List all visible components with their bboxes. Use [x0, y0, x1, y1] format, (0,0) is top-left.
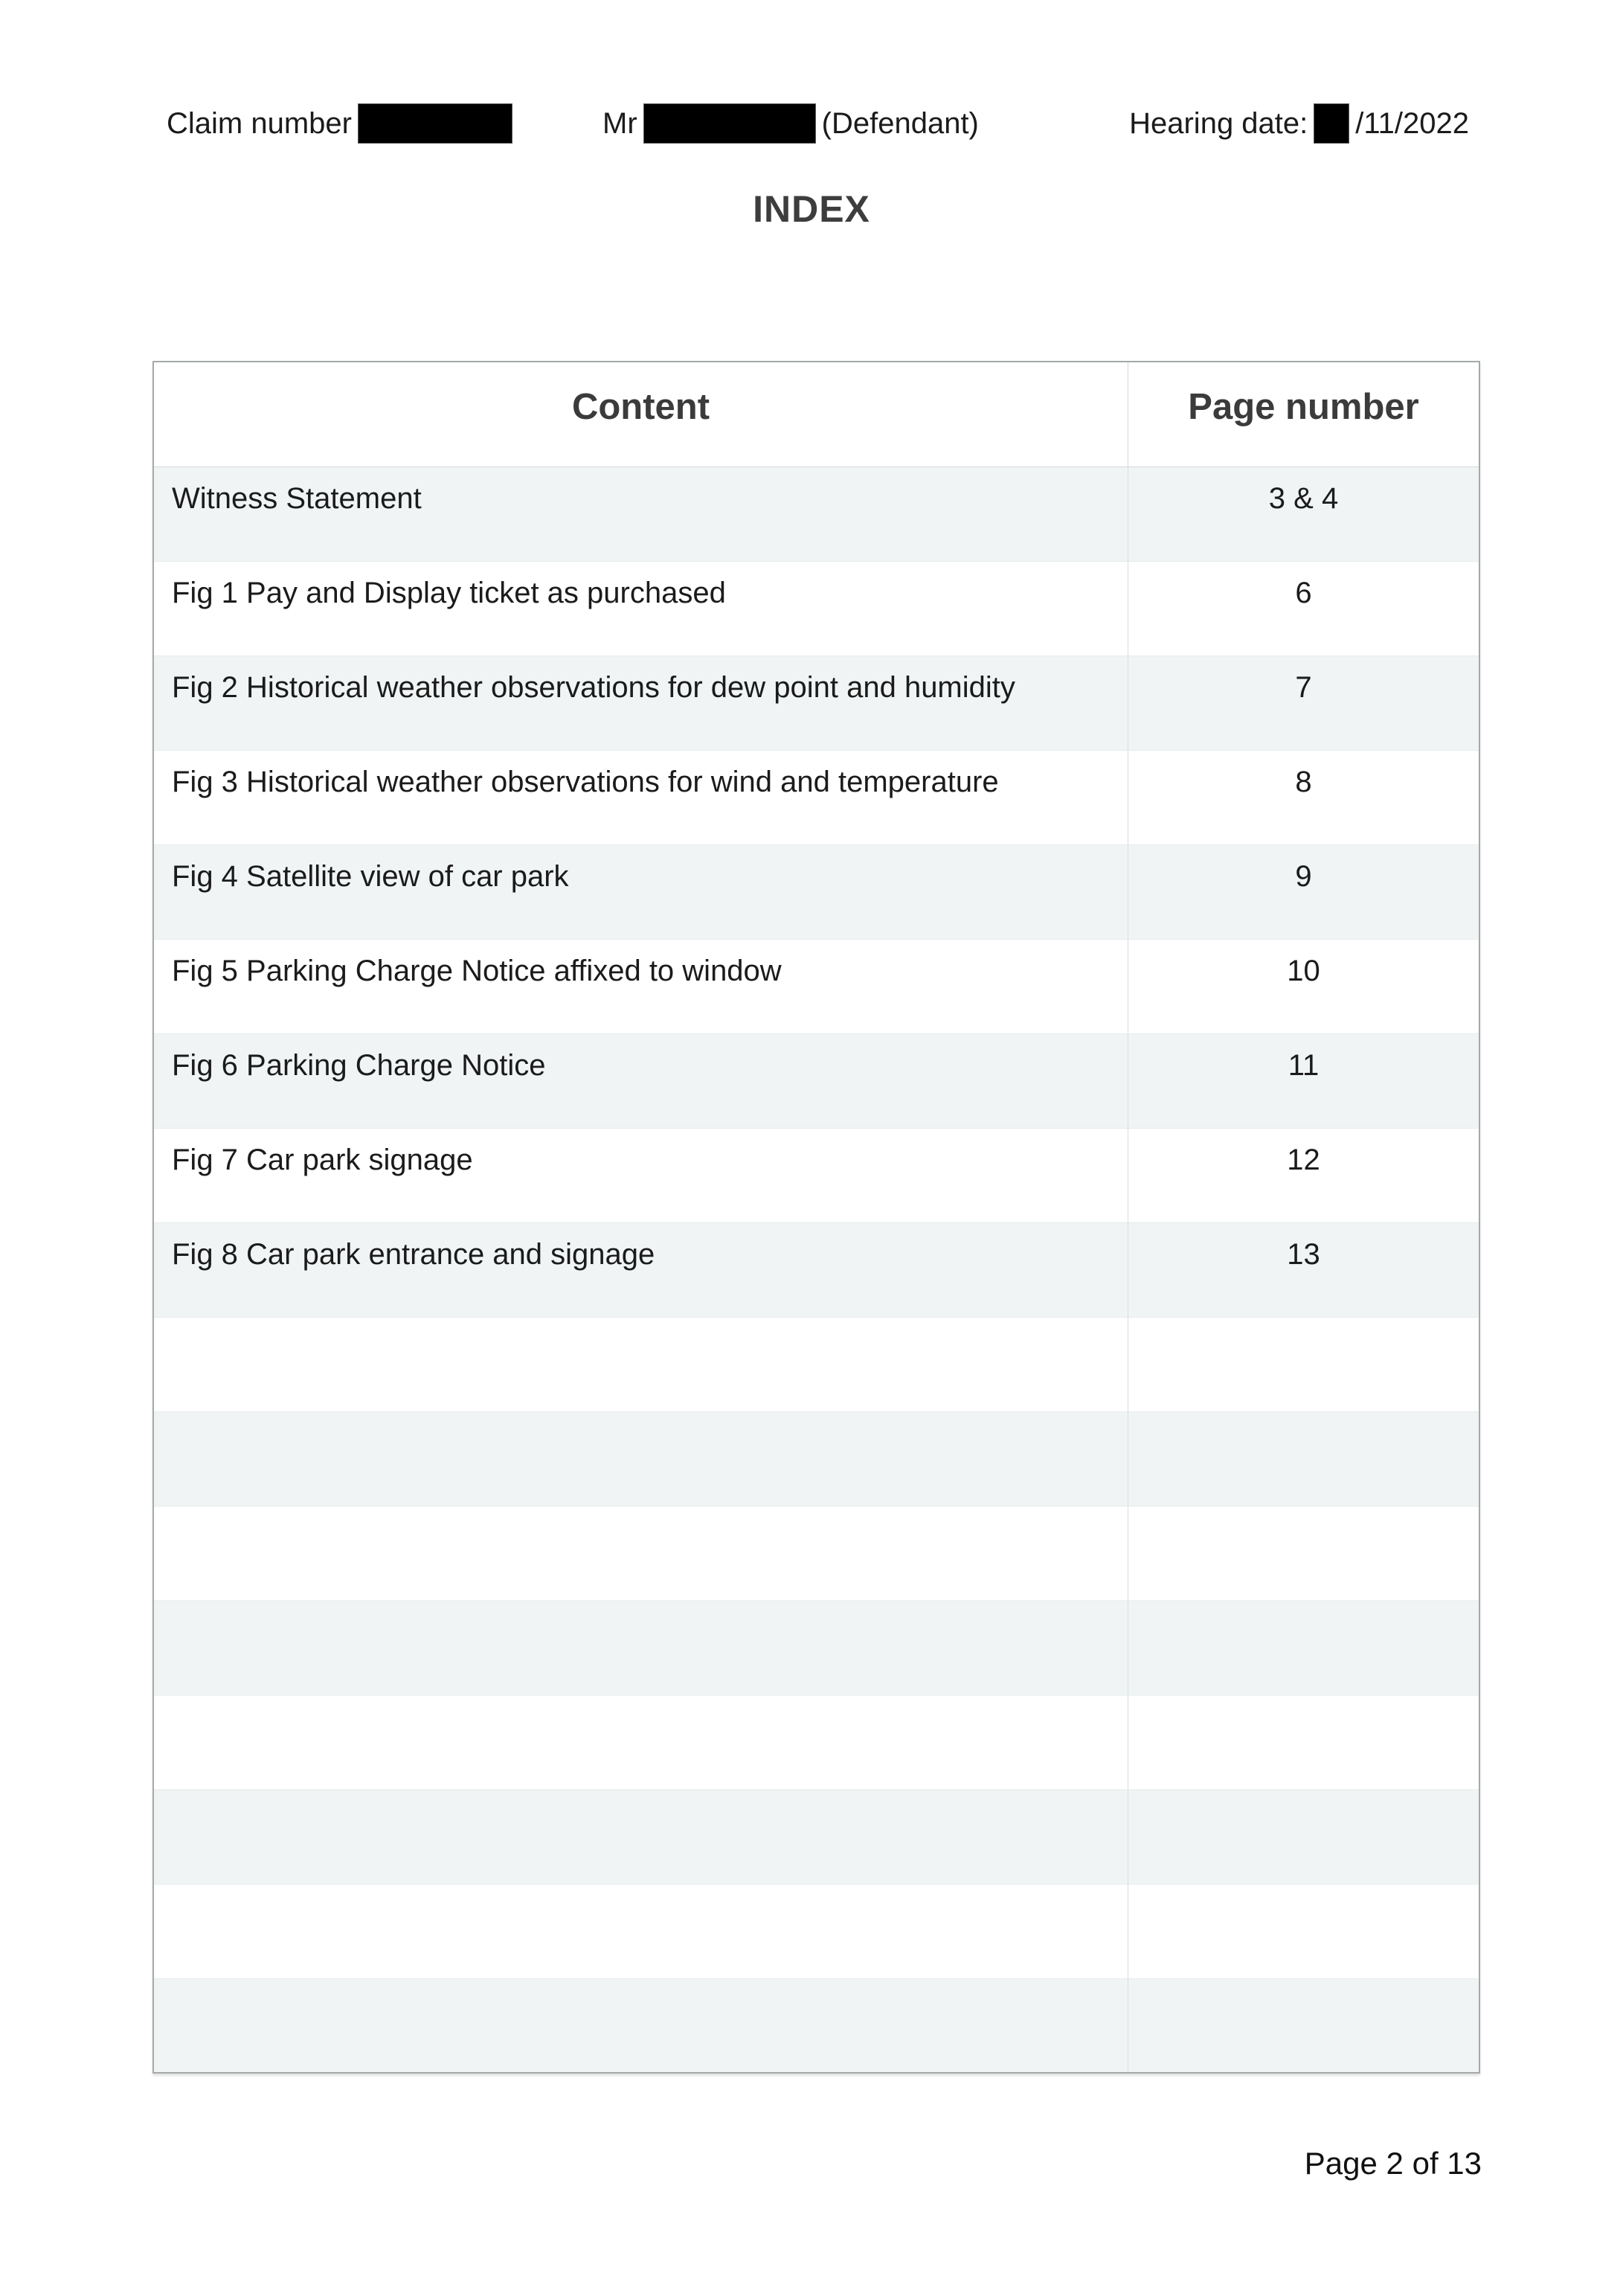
redaction-box-claim-number [358, 103, 512, 144]
redaction-box-defendant-name [643, 103, 816, 144]
column-header-page-number: Page number [1128, 362, 1480, 466]
table-row-empty [153, 1978, 1479, 2073]
defendant-role-label: (Defendant) [821, 106, 979, 140]
page-title: INDEX [753, 188, 870, 230]
page-footer [1305, 2146, 1482, 2181]
page-number-cell [1128, 1884, 1480, 1978]
page-number-cell [1128, 1695, 1480, 1789]
table-row [153, 750, 1479, 844]
content-cell [153, 1884, 1128, 1978]
page-number-cell: 3 & 4 [1128, 466, 1480, 561]
content-cell: Fig 8 Car park entrance and signage [153, 1222, 1128, 1317]
claim-number-group [167, 103, 512, 144]
content-cell [153, 1789, 1128, 1884]
content-cell [153, 1411, 1128, 1506]
page-number-cell [1128, 1789, 1480, 1884]
table-row [153, 1033, 1479, 1128]
table-row [153, 466, 1479, 561]
content-cell: Fig 3 Historical weather observations for wind and temperature [153, 750, 1128, 844]
hearing-date-value: /11/2022 [1355, 106, 1469, 140]
content-cell [153, 1978, 1128, 2073]
content-cell [153, 1506, 1128, 1600]
content-cell [153, 1317, 1128, 1411]
table-header-row [153, 362, 1479, 466]
table-row [153, 939, 1479, 1033]
page-number-cell: 12 [1128, 1128, 1480, 1222]
page-number-cell [1128, 1506, 1480, 1600]
page-number-cell [1128, 1978, 1480, 2073]
content-cell: Fig 4 Satellite view of car park [153, 844, 1128, 939]
table-row-empty [153, 1884, 1479, 1978]
page-number-cell: 13 [1128, 1222, 1480, 1317]
hearing-date-label: Hearing date: [1129, 106, 1308, 140]
index-table [152, 361, 1480, 2074]
document-header [0, 103, 1623, 144]
content-cell [153, 1695, 1128, 1789]
page-number-cell: 9 [1128, 844, 1480, 939]
table-row-empty [153, 1317, 1479, 1411]
page-number-cell: 8 [1128, 750, 1480, 844]
page-number-cell: 11 [1128, 1033, 1480, 1128]
redaction-box-hearing-day [1314, 103, 1349, 144]
content-cell: Witness Statement [153, 466, 1128, 561]
column-header-content: Content [153, 362, 1128, 466]
page-number-cell [1128, 1411, 1480, 1506]
page-number-cell: 10 [1128, 939, 1480, 1033]
page-number-cell: 7 [1128, 655, 1480, 750]
table-row-empty [153, 1789, 1479, 1884]
content-cell: Fig 7 Car park signage [153, 1128, 1128, 1222]
content-cell: Fig 5 Parking Charge Notice affixed to window [153, 939, 1128, 1033]
table-row [153, 1222, 1479, 1317]
table-row-empty [153, 1600, 1479, 1695]
page-number-cell [1128, 1600, 1480, 1695]
claim-number-label: Claim number [167, 106, 352, 140]
table-row-empty [153, 1506, 1479, 1600]
content-cell: Fig 2 Historical weather observations for dew point and humidity [153, 655, 1128, 750]
table-row [153, 844, 1479, 939]
table-row [153, 561, 1479, 655]
page-number-cell: 6 [1128, 561, 1480, 655]
table-row-empty [153, 1695, 1479, 1789]
table-row [153, 1128, 1479, 1222]
hearing-date-group [1129, 103, 1469, 144]
page-indicator: Page 2 of 13 [1304, 2146, 1482, 2181]
content-cell [153, 1600, 1128, 1695]
content-cell: Fig 6 Parking Charge Notice [153, 1033, 1128, 1128]
table-row-empty [153, 1411, 1479, 1506]
defendant-title-label: Mr [602, 106, 637, 140]
page-number-cell [1128, 1317, 1480, 1411]
defendant-group [602, 103, 979, 144]
table-row [153, 655, 1479, 750]
content-cell: Fig 1 Pay and Display ticket as purchased [153, 561, 1128, 655]
